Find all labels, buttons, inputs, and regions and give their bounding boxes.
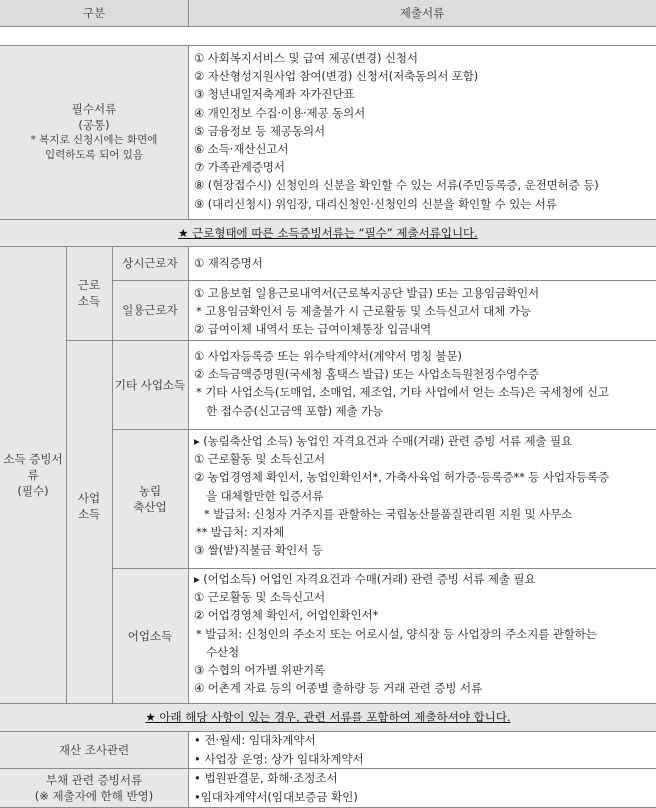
list-item: ⑥ 소득·재산신고서 (194, 141, 289, 156)
divider (0, 703, 656, 704)
list-item: ④ 어촌계 자료 등의 어종별 출하량 등 거래 관련 증빙 서류 (194, 681, 482, 696)
list-item: ② 농업경영체 확인서, 농업인확인서*, 가축사육업 허가증·등록증** 등 사업자등록증 (194, 470, 609, 485)
list-item: ② 자산형성지원사업 참여(변경) 신청서(저축동의서 포함) (194, 69, 479, 84)
list-note-continued: 수산청 (206, 644, 240, 659)
list-item: ① 사업자등록증 또는 위수탁계약서(계약서 명칭 불문) (194, 349, 462, 363)
property-list (188, 731, 656, 768)
required-common-note-2: 입력하도록 되어 있음 (45, 149, 143, 161)
list-item: ① 근로활동 및 소득신고서 (194, 590, 325, 605)
divider (112, 246, 113, 703)
list-note: * 기타 사업소득(도매업, 소매업, 제조업, 기타 사업에서 얻는 소득)은 국세청에 신고 (196, 385, 609, 400)
labor-income-label: 근로 (77, 278, 101, 292)
required-common-title: 필수서류 (71, 102, 117, 116)
other-business-label-cell (112, 340, 188, 429)
other-business-label: 기타 사업소득 (114, 377, 186, 392)
divider (112, 568, 656, 569)
debt-list (188, 768, 656, 808)
debt-label: 부채 관련 증빙서류 (45, 773, 143, 787)
list-item: ① 근로활동 및 소득신고서 (194, 452, 325, 467)
required-common-list (188, 45, 656, 219)
income-required-banner (0, 219, 656, 246)
divider (66, 340, 656, 341)
divider (188, 45, 189, 219)
list-note: * 발급처: 신청자 거주지를 관할하는 국립농산물품질관리원 지원 및 사무소 (204, 506, 573, 521)
list-item: ③ 쌀(밭)직불금 확인서 등 (194, 543, 323, 558)
list-item: ⑤ 금융정보 등 제공동의서 (194, 123, 325, 138)
daily-worker-list (188, 280, 656, 340)
required-common-label-cell (0, 45, 188, 219)
related-docs-banner (0, 703, 656, 731)
business-income-label-cell (66, 340, 112, 703)
agriculture-list (188, 429, 656, 568)
related-docs-banner-text: ★ 아래 해당 사항이 있는 경우, 관련 서류를 포함하여 제출하셔야 합니다. (145, 710, 511, 724)
divider (0, 731, 656, 732)
divider (188, 0, 189, 26)
header-documents-label: 제출서류 (399, 6, 445, 20)
debt-label-note: (※ 제출자에 한해 반영) (34, 789, 154, 803)
list-item: ② 어업경영체 확인서, 어업인확인서* (194, 608, 379, 623)
list-item-continued: 을 대체할만한 입증서류 (206, 488, 324, 503)
list-item: ② 급여이체 내역서 또는 급여이체통장 입금내역 (194, 322, 432, 337)
agriculture-label-2: 축산업 (133, 499, 167, 514)
list-note: ** 발급처: 지자체 (196, 524, 285, 539)
regular-worker-label: 상시근로자 (122, 256, 178, 270)
list-item: ⑨ (대리신청시) 위임장, 대리신청인·신청인의 신분을 확인할 수 있는 서류 (194, 196, 557, 211)
required-common-subtitle: (공통) (78, 118, 110, 132)
list-note-continued: 한 접수증(신고금액 포함) 제출 가능 (206, 403, 384, 418)
list-item: ③ 청년내일저축계좌 자가진단표 (194, 87, 355, 102)
other-business-list (188, 340, 656, 429)
regular-worker-label-cell (112, 246, 188, 280)
divider (0, 246, 656, 247)
list-item: ▸ (어업소득) 어업인 자격요건과 수매(거래) 관련 증빙 서류 제출 필요 (194, 572, 536, 586)
header-documents (188, 0, 656, 26)
fishery-label-cell (112, 568, 188, 703)
divider (66, 246, 67, 703)
income-proof-title-2: 류 (27, 467, 39, 482)
list-item: ⑦ 가족관계증명서 (194, 160, 285, 175)
list-note: * 발급처: 신청인의 주소지 또는 어로시설, 양식장 등 사업장의 주소지를 관할하는 (196, 626, 597, 641)
list-item: ▸ (농림축산업 소득) 농업인 자격요건과 수매(거래) 관련 증빙 서류 제출 필요 (194, 434, 573, 448)
list-item: ③ 수협의 어가별 위판기록 (194, 662, 325, 677)
divider (112, 280, 656, 281)
daily-worker-label: 일용근로자 (122, 303, 178, 317)
list-item: ⑧ (현장접수시) 신청인의 신분을 확인할 수 있는 서류(주민등록증, 운전면허증 등) (194, 178, 599, 193)
header-category (0, 0, 188, 26)
divider (112, 429, 656, 430)
income-proof-required: (필수) (17, 483, 49, 498)
fishery-label: 어업소득 (127, 628, 173, 643)
property-label: 재산 조사관련 (58, 742, 130, 757)
business-income-label: 사업 (77, 491, 101, 505)
list-item: ① 재직증명서 (194, 256, 263, 270)
daily-worker-label-cell (112, 280, 188, 340)
labor-income-label-2: 소득 (77, 294, 101, 308)
income-proof-label-cell (0, 246, 66, 703)
business-income-label-2: 소득 (77, 507, 101, 521)
regular-worker-list (188, 246, 656, 280)
fishery-list (188, 568, 656, 703)
property-label-cell (0, 731, 188, 768)
debt-label-cell (0, 768, 188, 808)
list-note: * 고용임금확인서 등 제출불가 시 근로활동 및 소득신고서 대체 가능 (196, 304, 531, 319)
list-item: ④ 개인정보 수집·이용·제공 동의서 (194, 105, 366, 120)
divider (188, 246, 189, 703)
list-item: ② 소득금액증명원(국세청 홈택스 발급) 또는 사업소득원천징수영수증 (194, 367, 540, 382)
divider (0, 219, 656, 220)
list-item: • 전·월세: 임대차계약서 (194, 733, 316, 747)
divider (0, 768, 656, 769)
header-category-label: 구분 (82, 6, 106, 20)
list-item: • 사업장 운영: 상가 임대차계약서 (194, 751, 364, 766)
list-item: ① 사회복지서비스 및 급여 제공(변경) 신청서 (194, 51, 418, 65)
divider (0, 45, 656, 46)
list-item: •임대차계약서(임대보증금 확인) (194, 789, 358, 804)
list-item: • 법원판결문, 화해·조정조서 (194, 771, 338, 785)
agriculture-label-cell (112, 429, 188, 568)
required-common-note: * 복지로 신청시에는 화면에 (30, 134, 158, 146)
agriculture-label: 농림 (138, 483, 162, 498)
labor-income-label-cell (66, 246, 112, 340)
income-required-banner-text: ★ 근로형태에 따른 소득증빙서류는 “필수” 제출서류입니다. (178, 225, 478, 240)
divider (0, 26, 656, 27)
list-item: ① 고용보험 일용근로내역서(근로복지공단 발급) 또는 고용임금확인서 (194, 286, 540, 300)
income-proof-title: 소득 증빙서 (3, 451, 63, 466)
divider (188, 731, 189, 808)
